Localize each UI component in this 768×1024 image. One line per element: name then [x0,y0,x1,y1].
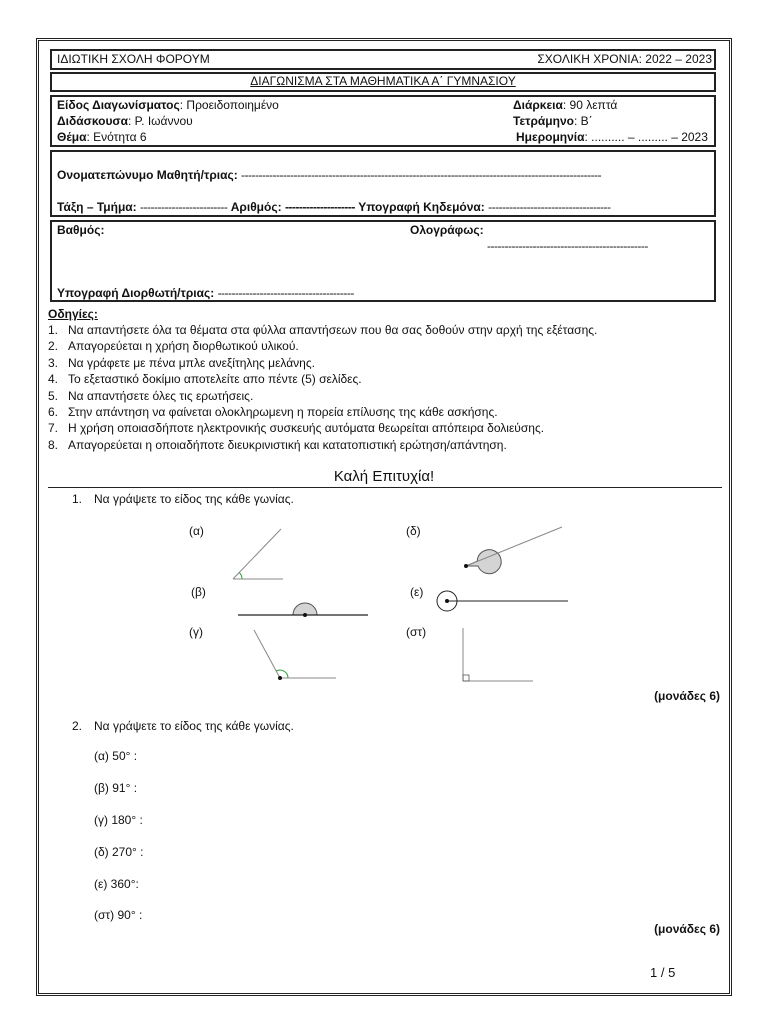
q1-label-d: (δ) [406,524,421,538]
exam-type [57,98,279,112]
instruction-number: 6. [48,405,59,419]
guardian-label: Υπογραφή Κηδεμόνα: [358,200,485,214]
angle-e-figure [432,588,572,614]
instruction-item [48,405,498,419]
teacher [57,114,193,128]
q2-marks: (μονάδες 6) [654,922,720,936]
angle-b-figure [236,595,370,625]
q2-item: (β) 91° : [94,781,138,795]
instructions-title: Οδηγίες: [48,307,98,321]
instruction-item [48,372,362,386]
corrector-label: Υπογραφή Διορθωτή/τριας: [57,286,215,300]
angle-st-figure [455,626,535,684]
instruction-number: 7. [48,421,59,436]
q1-label-g: (γ) [189,625,203,639]
term-label: Τετράμηνο [513,114,574,128]
instruction-item [48,356,315,370]
q1-label-e: (ε) [410,585,424,599]
angle-g-figure [250,626,340,684]
topic-label: Θέμα [57,130,87,144]
student-name-row [57,168,601,182]
exam-date [516,130,708,144]
duration [513,98,617,112]
instruction-text: Απαγορεύεται η οποιαδήποτε διευκρινιστική και κατατοπιστική ερώτηση/απάντηση. [68,437,507,452]
q1-label-b: (β) [191,585,206,599]
grade-words-label: Ολογράφως: [410,223,484,237]
instruction-number: 1. [48,323,59,337]
q2-text: Να γράψετε το είδος της κάθε γωνίας. [94,719,294,733]
q1-text: Να γράψετε το είδος της κάθε γωνίας. [94,492,294,506]
q2-item: (στ) 90° : [94,908,143,922]
student-class-row [57,200,611,214]
q1-label-a: (α) [189,524,204,538]
corrector-row [57,286,354,300]
instruction-item [48,438,507,452]
instruction-text: Να απαντήσετε όλες τις ερωτήσεις. [68,388,254,403]
instruction-text: Να απαντήσετε όλα τα θέματα στα φύλλα απαντήσεων που θα σας δοθούν στην αρχή της εξέτασης. [68,323,598,337]
corrector-line[interactable]: --------------------------------------- [217,286,354,300]
instruction-item [48,339,299,353]
page-number: 1 / 5 [650,965,676,980]
teacher-value: : Ρ. Ιωάννου [128,114,193,128]
term [513,114,593,128]
instruction-item [48,389,253,403]
instruction-text: Η χρήση οποιασδήποτε ηλεκτρονικής συσκευής αυτόματα θεωρείται απόπειρα δολιεύσης. [68,421,545,436]
instruction-number: 4. [48,372,59,387]
topic [57,130,147,144]
angle-a-figure [225,525,295,585]
q2-item: (α) 50° : [94,749,138,763]
duration-value: : 90 λεπτά [562,98,618,112]
q1-number: 1. [72,492,83,506]
instruction-item [48,323,597,337]
instruction-number: 2. [48,339,59,354]
q1-marks: (μονάδες 6) [654,689,720,703]
q2-number: 2. [72,719,83,733]
exam-type-label: Είδος Διαγωνίσματος [57,98,180,112]
class-label: Τάξη – Τμήμα: [57,200,137,214]
instruction-item [48,421,544,435]
grade-label: Βαθμός: [57,223,105,237]
number-label: Αριθμός: [230,200,282,214]
section-divider [48,487,722,488]
teacher-label: Διδάσκουσα [57,114,129,128]
number-line[interactable]: -------------------- [284,200,355,214]
class-line[interactable]: ------------------------- [140,200,228,214]
exam-title: ΔΙΑΓΩΝΙΣΜΑ ΣΤΑ ΜΑΘΗΜΑΤΙΚΑ Α΄ ΓΥΜΝΑΣΙΟΥ [250,74,516,88]
student-name-label: Ονοματεπώνυμο Μαθητή/τριας: [57,168,238,182]
date-label: Ημερομηνία [516,130,585,144]
school-name: ΙΔΙΩΤΙΚΗ ΣΧΟΛΗ ΦΟΡΟΥΜ [57,52,210,66]
instruction-number: 3. [48,355,59,370]
duration-label: Διάρκεια [513,98,563,112]
instruction-number: 8. [48,437,59,452]
instruction-number: 5. [48,388,59,403]
q2-item: (γ) 180° : [94,813,143,827]
instruction-text: Στην απάντηση να φαίνεται ολοκληρωμενη η πορεία επίλυσης της κάθε ασκήσης. [68,405,498,419]
q2-item: (δ) 270° : [94,845,144,859]
q1-label-st: (στ) [406,625,427,639]
angle-d-figure [440,522,570,582]
instruction-text: Απαγορεύεται η χρήση διορθωτικού υλικού. [68,339,299,354]
instruction-text: Να γράφετε με πένα μπλε ανεξίτηλης μελάνης. [68,355,315,370]
topic-value: : Ενότητα 6 [86,130,147,144]
grade-words-line[interactable]: ---------------------------------------------- [487,239,648,253]
student-name-line[interactable]: ------------------------------------------------------------------------------------------------------- [241,168,602,182]
date-value: : .......... – ......... – 2023 [584,130,708,144]
term-value: : Β΄ [573,114,593,128]
school-year: ΣΧΟΛΙΚΗ ΧΡΟΝΙΑ: 2022 – 2023 [537,52,712,66]
instruction-text: Το εξεταστικό δοκίμιο αποτελείτε απο πέντε (5) σελίδες. [68,372,362,387]
good-luck: Καλή Επιτυχία! [333,468,435,485]
exam-type-value: : Προειδοποιημένο [179,98,279,112]
q2-item: (ε) 360°: [94,877,139,891]
guardian-line[interactable]: ----------------------------------- [488,200,611,214]
